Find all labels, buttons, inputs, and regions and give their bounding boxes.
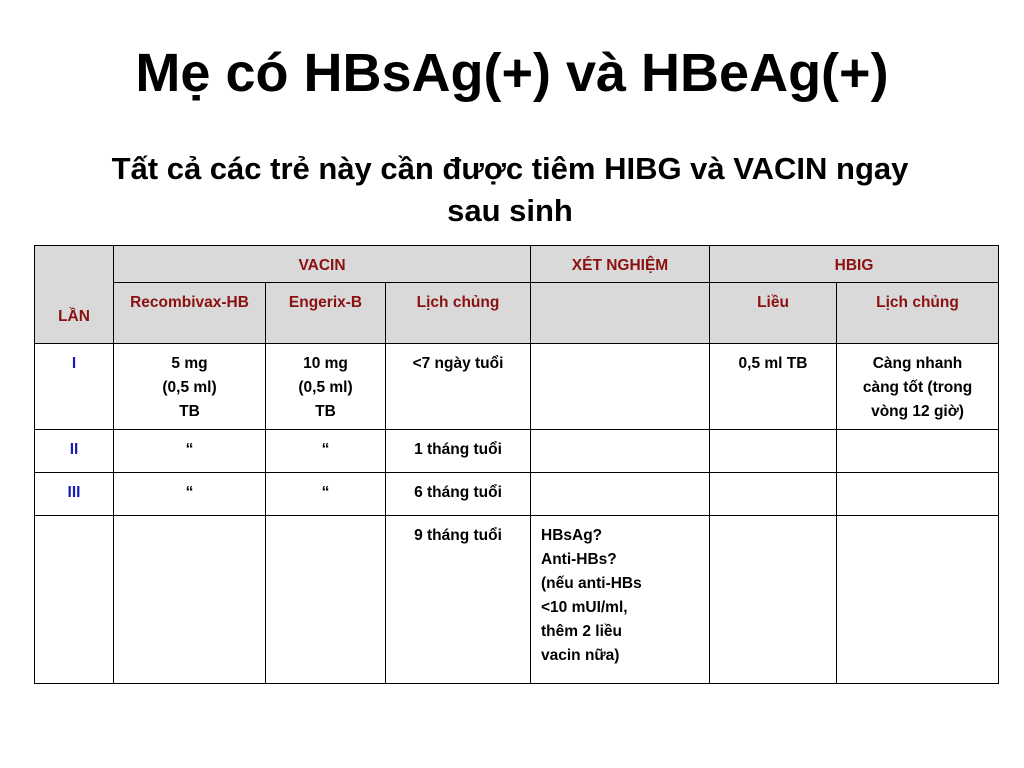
row-lan: II <box>35 430 114 473</box>
header-recombivax: Recombivax-HB <box>114 283 266 344</box>
row-engerix <box>266 516 386 684</box>
row-lan: III <box>35 473 114 516</box>
row-xet-nghiem <box>531 473 710 516</box>
row-lieu <box>710 430 837 473</box>
table-row <box>35 516 999 684</box>
table-row <box>35 344 999 430</box>
header-lan: LẦN <box>35 246 114 344</box>
table-row <box>35 473 999 516</box>
header-hbig: HBIG <box>710 246 999 283</box>
table-row <box>35 430 999 473</box>
row-lan <box>35 516 114 684</box>
vaccination-schedule-table <box>34 245 999 684</box>
row-xet-nghiem <box>531 430 710 473</box>
header-engerix: Engerix-B <box>266 283 386 344</box>
header-lich-chung: Lịch chủng <box>386 283 531 344</box>
row-recombivax: 5 mg (0,5 ml) TB <box>114 344 266 430</box>
row-lieu: 0,5 ml TB <box>710 344 837 430</box>
row-lan: I <box>35 344 114 430</box>
row-lich-chung: 1 tháng tuổi <box>386 430 531 473</box>
header-hbig-lich-chung: Lịch chủng <box>837 283 999 344</box>
row-engerix: 10 mg (0,5 ml) TB <box>266 344 386 430</box>
row-lich-chung: 9 tháng tuổi <box>386 516 531 684</box>
group-header-row <box>35 246 999 283</box>
row-lich-chung: <7 ngày tuổi <box>386 344 531 430</box>
row-lieu <box>710 473 837 516</box>
row-recombivax: “ <box>114 430 266 473</box>
row-recombivax: “ <box>114 473 266 516</box>
slide-subtitle: Tất cả các trẻ này cần được tiêm HIBG và VACIN ngay sau sinh <box>111 151 909 228</box>
header-vacin: VACIN <box>114 246 531 283</box>
row-recombivax <box>114 516 266 684</box>
row-engerix: “ <box>266 430 386 473</box>
header-xet-nghiem-empty <box>531 283 710 344</box>
row-hbig-lich-chung: Càng nhanh càng tốt (trong vòng 12 giờ) <box>837 344 999 430</box>
slide-title: Mẹ có HBsAg(+) và HBeAg(+) <box>135 43 889 103</box>
sub-header-row <box>35 283 999 344</box>
row-hbig-lich-chung <box>837 430 999 473</box>
row-lieu <box>710 516 837 684</box>
row-lich-chung: 6 tháng tuổi <box>386 473 531 516</box>
row-engerix: “ <box>266 473 386 516</box>
header-xet-nghiem: XÉT NGHIỆM <box>531 246 710 283</box>
row-xet-nghiem <box>531 344 710 430</box>
header-lieu: Liều <box>710 283 837 344</box>
row-hbig-lich-chung <box>837 516 999 684</box>
row-hbig-lich-chung <box>837 473 999 516</box>
row-xet-nghiem: HBsAg? Anti-HBs? (nếu anti-HBs <10 mUI/ml, thêm 2 liều vacin nữa) <box>531 516 710 684</box>
